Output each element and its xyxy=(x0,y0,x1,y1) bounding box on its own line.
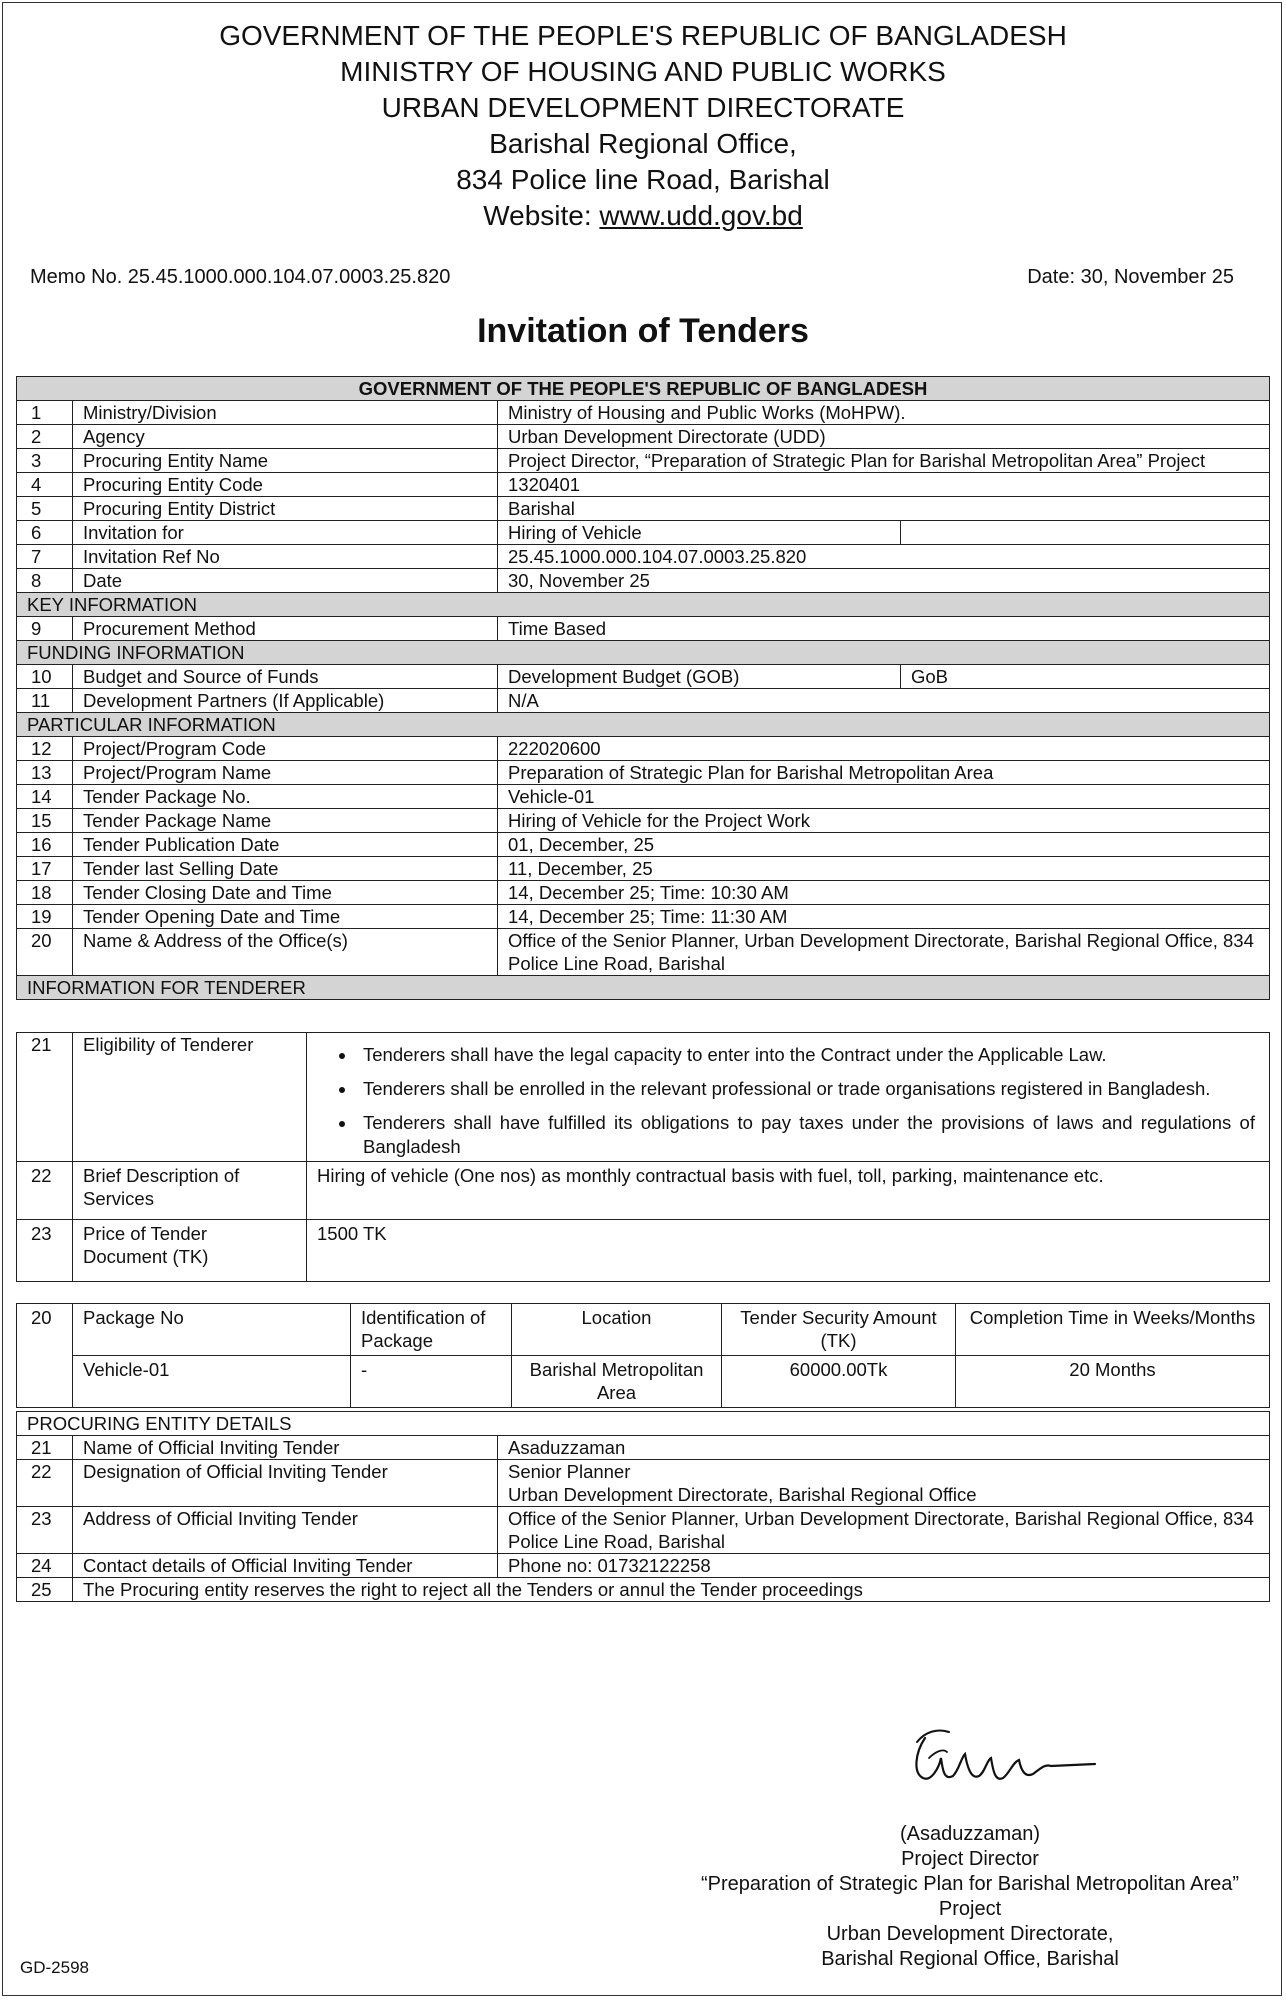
website-label: Website: xyxy=(483,200,600,231)
row-value: 01, December, 25 xyxy=(498,833,1270,857)
designation-line: Senior Planner xyxy=(508,1461,631,1482)
row-label: Project/Program Code xyxy=(73,737,498,761)
signature-block xyxy=(620,1822,1286,1972)
row-label: Budget and Source of Funds xyxy=(73,665,498,689)
row-number: 20 xyxy=(17,1304,73,1408)
row-value: 25.45.1000.000.104.07.0003.25.820 xyxy=(498,545,1270,569)
row-label: Procuring Entity Name xyxy=(73,449,498,473)
list-item: • Tenderers shall be enrolled in the relevant professional or trade organisations registered in Bangladesh. xyxy=(357,1077,1255,1101)
table-row xyxy=(17,689,1270,713)
section-title: PROCURING ENTITY DETAILS xyxy=(17,1412,1270,1436)
row-label: Project/Program Name xyxy=(73,761,498,785)
section-header-particular xyxy=(17,713,1270,737)
row-label: Ministry/Division xyxy=(73,401,498,425)
signatory-name: (Asaduzzaman) xyxy=(899,1823,1041,1845)
row-value: Hiring of Vehicle for the Project Work xyxy=(498,809,1270,833)
row-number: 2 xyxy=(17,425,73,449)
row-label: Agency xyxy=(73,425,498,449)
row-value: Phone no: 01732122258 xyxy=(498,1554,1270,1578)
row-extra: GoB xyxy=(901,665,1270,689)
table-row xyxy=(17,809,1270,833)
table-row xyxy=(17,737,1270,761)
section-header-key-info xyxy=(17,593,1270,617)
column-header: Tender Security Amount (TK) xyxy=(722,1304,956,1356)
header-ministry: MINISTRY OF HOUSING AND PUBLIC WORKS xyxy=(340,56,946,87)
section-header-procuring xyxy=(17,1412,1270,1436)
row-label: Brief Description of Services xyxy=(73,1162,307,1220)
package-cell: Vehicle-01 xyxy=(73,1356,351,1408)
row-label: Invitation for xyxy=(73,521,498,545)
row-value: Barishal xyxy=(498,497,1270,521)
row-value: 222020600 xyxy=(498,737,1270,761)
row-value: Hiring of Vehicle xyxy=(498,521,901,545)
table-row xyxy=(17,521,1270,545)
table-row xyxy=(17,1460,1270,1507)
table-row xyxy=(17,449,1270,473)
table-row xyxy=(17,1436,1270,1460)
package-cell: - xyxy=(351,1356,512,1408)
signatory-office: Barishal Regional Office, Barishal xyxy=(821,1948,1119,1970)
row-label: Eligibility of Tenderer xyxy=(73,1033,307,1162)
table-row xyxy=(17,785,1270,809)
row-number: 8 xyxy=(17,569,73,593)
row-value xyxy=(498,1460,1270,1507)
table-row xyxy=(17,833,1270,857)
row-number: 22 xyxy=(17,1162,73,1220)
row-label: Date xyxy=(73,569,498,593)
row-value: Development Budget (GOB) xyxy=(498,665,901,689)
table-row xyxy=(17,665,1270,689)
memo-date: Date: 30, November 25 xyxy=(1027,266,1234,288)
row-label: Address of Official Inviting Tender xyxy=(73,1507,498,1554)
package-cell: 60000.00Tk xyxy=(722,1356,956,1408)
header-office: Barishal Regional Office, xyxy=(489,128,797,159)
row-label: Tender Package Name xyxy=(73,809,498,833)
table-row xyxy=(17,929,1270,976)
row-value: 1320401 xyxy=(498,473,1270,497)
package-cell: 20 Months xyxy=(956,1356,1270,1408)
row-label: Designation of Official Inviting Tender xyxy=(73,1460,498,1507)
header-government: GOVERNMENT OF THE PEOPLE'S REPUBLIC OF BANGLADESH xyxy=(219,20,1067,51)
row-number: 6 xyxy=(17,521,73,545)
row-number: 21 xyxy=(17,1033,73,1162)
section-title: INFORMATION FOR TENDERER xyxy=(17,976,1270,1000)
memo-number: Memo No. 25.45.1000.000.104.07.0003.25.820 xyxy=(30,266,451,288)
header-website xyxy=(0,198,1286,234)
row-number: 16 xyxy=(17,833,73,857)
package-value-row xyxy=(17,1356,1270,1408)
table-row xyxy=(17,569,1270,593)
row-number: 20 xyxy=(17,929,73,976)
row-number: 11 xyxy=(17,689,73,713)
row-number: 14 xyxy=(17,785,73,809)
row-label: Tender Package No. xyxy=(73,785,498,809)
row-label: Contact details of Official Inviting Tender xyxy=(73,1554,498,1578)
row-number: 21 xyxy=(17,1436,73,1460)
row-label: Price of Tender Document (TK) xyxy=(73,1220,307,1282)
row-label: Tender Publication Date xyxy=(73,833,498,857)
signatory-title: Project Director xyxy=(901,1848,1039,1870)
row-number: 19 xyxy=(17,905,73,929)
row-number: 3 xyxy=(17,449,73,473)
footer-code: GD-2598 xyxy=(20,1958,89,1977)
row-value: 11, December, 25 xyxy=(498,857,1270,881)
column-header: Completion Time in Weeks/Months xyxy=(956,1304,1270,1356)
column-header: Identification of Package xyxy=(351,1304,512,1356)
row-extra xyxy=(901,521,1270,545)
table-row xyxy=(17,497,1270,521)
table-row xyxy=(17,425,1270,449)
row-number: 10 xyxy=(17,665,73,689)
row-value: Urban Development Directorate (UDD) xyxy=(498,425,1270,449)
column-header: Location xyxy=(512,1304,722,1356)
row-value: 30, November 25 xyxy=(498,569,1270,593)
row-number: 18 xyxy=(17,881,73,905)
row-number: 7 xyxy=(17,545,73,569)
row-label: Tender Closing Date and Time xyxy=(73,881,498,905)
section-title: PARTICULAR INFORMATION xyxy=(17,713,1270,737)
row-number: 23 xyxy=(17,1220,73,1282)
row-label: Name of Official Inviting Tender xyxy=(73,1436,498,1460)
table-row xyxy=(17,1554,1270,1578)
row-value: Preparation of Strategic Plan for Barishal Metropolitan Area xyxy=(498,761,1270,785)
header-directorate: URBAN DEVELOPMENT DIRECTORATE xyxy=(381,92,905,123)
column-header: Package No xyxy=(73,1304,351,1356)
row-value: 14, December 25; Time: 11:30 AM xyxy=(498,905,1270,929)
row-number: 13 xyxy=(17,761,73,785)
row-number: 25 xyxy=(17,1578,73,1602)
table-row xyxy=(17,1220,1270,1282)
tender-table-main xyxy=(16,376,1270,1000)
package-header-row xyxy=(17,1304,1270,1356)
row-number: 5 xyxy=(17,497,73,521)
table-row xyxy=(17,857,1270,881)
section-header-tenderer xyxy=(17,976,1270,1000)
table-row xyxy=(17,881,1270,905)
row-value: 14, December 25; Time: 10:30 AM xyxy=(498,881,1270,905)
row-number: 12 xyxy=(17,737,73,761)
row-number: 9 xyxy=(17,617,73,641)
list-item: • Tenderers shall have the legal capacity to enter into the Contract under the Applicable Law. xyxy=(357,1043,1255,1067)
table-row xyxy=(17,905,1270,929)
table-row xyxy=(17,473,1270,497)
row-number: 22 xyxy=(17,1460,73,1507)
row-number: 1 xyxy=(17,401,73,425)
eligibility-list-cell xyxy=(307,1033,1270,1162)
row-value: Hiring of vehicle (One nos) as monthly contractual basis with fuel, toll, parking, maintenance etc. xyxy=(307,1162,1270,1220)
row-label: Tender Opening Date and Time xyxy=(73,905,498,929)
row-number: 23 xyxy=(17,1507,73,1554)
row-label: Invitation Ref No xyxy=(73,545,498,569)
row-number: 4 xyxy=(17,473,73,497)
section-header-funding xyxy=(17,641,1270,665)
package-cell: Barishal Metropolitan Area xyxy=(512,1356,722,1408)
row-value: Office of the Senior Planner, Urban Development Directorate, Barishal Regional Office, 834 Police Line Road, Barishal xyxy=(498,1507,1270,1554)
list-item: • Tenderers shall have fulfilled its obligations to pay taxes under the provisions of laws and regulations of Bangladesh xyxy=(357,1111,1255,1159)
letterhead xyxy=(0,18,1286,234)
designation-office-line: Urban Development Directorate, Barishal Regional Office xyxy=(508,1484,977,1505)
row-number: 24 xyxy=(17,1554,73,1578)
section-title: GOVERNMENT OF THE PEOPLE'S REPUBLIC OF BANGLADESH xyxy=(17,377,1270,401)
row-number: 15 xyxy=(17,809,73,833)
row-value: Asaduzzaman xyxy=(498,1436,1270,1460)
table-row xyxy=(17,1033,1270,1162)
row-value: Office of the Senior Planner, Urban Development Directorate, Barishal Regional Office, 834 Police Line Road, Barishal xyxy=(498,929,1270,976)
row-label: Tender last Selling Date xyxy=(73,857,498,881)
row-value: N/A xyxy=(498,689,1270,713)
section-title: KEY INFORMATION xyxy=(17,593,1270,617)
website-link[interactable]: www.udd.gov.bd xyxy=(599,200,803,231)
section-title: FUNDING INFORMATION xyxy=(17,641,1270,665)
row-label: Development Partners (If Applicable) xyxy=(73,689,498,713)
package-table xyxy=(16,1303,1270,1408)
table-row xyxy=(17,1578,1270,1602)
table-row xyxy=(17,401,1270,425)
row-label: Procuring Entity Code xyxy=(73,473,498,497)
row-value: Project Director, “Preparation of Strategic Plan for Barishal Metropolitan Area” Project xyxy=(498,449,1270,473)
signatory-project: “Preparation of Strategic Plan for Barishal Metropolitan Area” xyxy=(700,1873,1240,1895)
signatory-org: Urban Development Directorate, xyxy=(826,1923,1114,1945)
row-label: Procurement Method xyxy=(73,617,498,641)
tender-table-tenderer xyxy=(16,1032,1270,1282)
row-number: 17 xyxy=(17,857,73,881)
signature-image xyxy=(895,1718,1105,1808)
eligibility-list xyxy=(307,1043,1255,1159)
row-value: Ministry of Housing and Public Works (MoHPW). xyxy=(498,401,1270,425)
table-row xyxy=(17,1507,1270,1554)
row-value: Vehicle-01 xyxy=(498,785,1270,809)
page-title: Invitation of Tenders xyxy=(477,312,809,350)
section-header-gov xyxy=(17,377,1270,401)
row-label: Name & Address of the Office(s) xyxy=(73,929,498,976)
table-row xyxy=(17,545,1270,569)
signatory-project-suffix: Project xyxy=(938,1898,1002,1920)
row-value: The Procuring entity reserves the right to reject all the Tenders or annul the Tender proceedings xyxy=(73,1578,1270,1602)
row-value: 1500 TK xyxy=(307,1220,1270,1282)
row-value: Time Based xyxy=(498,617,1270,641)
procuring-entity-table xyxy=(16,1411,1270,1602)
row-label: Procuring Entity District xyxy=(73,497,498,521)
table-row xyxy=(17,761,1270,785)
header-address: 834 Police line Road, Barishal xyxy=(456,164,830,195)
table-row xyxy=(17,617,1270,641)
table-row xyxy=(17,1162,1270,1220)
